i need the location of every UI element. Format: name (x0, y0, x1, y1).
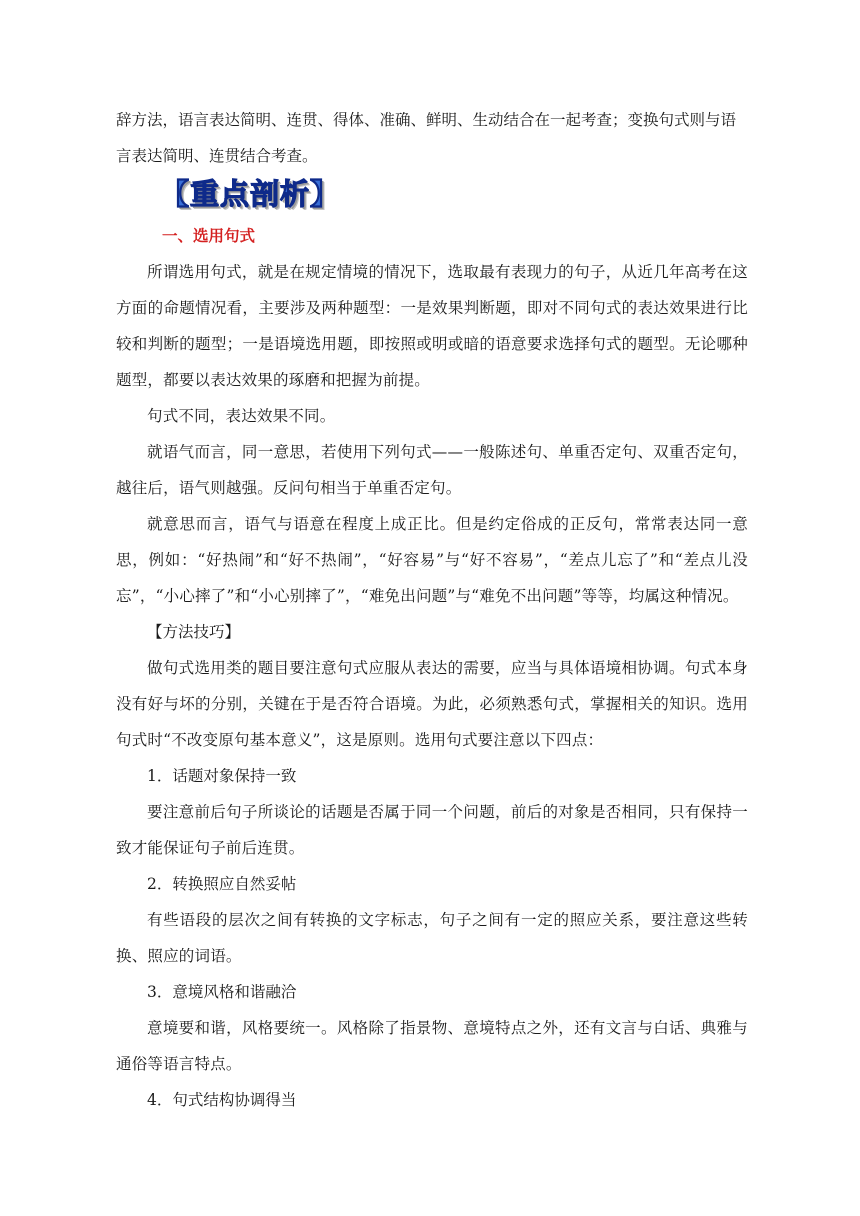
paragraph-method: 做句式选用类的题目要注意句式应服从表达的需要，应当与具体语境相协调。句式本身没有好与坏的分别，关键在于是否符合语境。为此，必须熟悉句式，掌握相关的知识。选用句式时“不改变原句基本意义”，这是原则。选用句式要注意以下四点： (116, 659, 748, 749)
intro-line-1: 辞方法，语言表达简明、连贯、得体、准确、鲜明、生动结合在一起考查；变换句式则与语 (116, 111, 737, 129)
point-1-title: 1．话题对象保持一致 (147, 767, 297, 785)
paragraph-effect: 句式不同，表达效果不同。 (147, 407, 336, 425)
section-heading-sentence-choice: 一、选用句式 (162, 227, 256, 245)
paragraph-tone: 就语气而言，同一意思，若使用下列句式——一般陈述句、单重否定句、双重否定句，越往后，语气则越强。反问句相当于单重否定句。 (116, 443, 748, 497)
paragraph-definition: 所谓选用句式，就是在规定情境的情况下，选取最有表现力的句子，从近几年高考在这方面的命题情况看，主要涉及两种题型：一是效果判断题，即对不同句式的表达效果进行比较和判断的题型；一是语境选用题，即按照或明或暗的语意要求选择句式的题型。无论哪种题型，都要以表达效果的琢磨和把握为前提。 (116, 263, 748, 389)
key-analysis-banner: 【重点剖析】 (160, 177, 341, 211)
paragraph-meaning: 就意思而言，语气与语意在程度上成正比。但是约定俗成的正反句，常常表达同一意思，例如：“好热闹”和“好不热闹”，“好容易”与“好不容易”，“差点儿忘了”和“差点儿没忘”，“小心摔了”和“小心别摔了”，“难免出问题”与“难免不出问题”等等，均属这种情况。 (116, 515, 748, 605)
point-3-body: 意境要和谐，风格要统一。风格除了指景物、意境特点之外，还有文言与白话、典雅与通俗等语言特点。 (116, 1019, 748, 1073)
point-4-title: 4．句式结构协调得当 (147, 1091, 297, 1109)
method-heading: 【方法技巧】 (147, 623, 241, 641)
point-1-body: 要注意前后句子所谈论的话题是否属于同一个问题，前后的对象是否相同，只有保持一致才能保证句子前后连贯。 (116, 803, 748, 857)
intro-line-2: 言表达简明、连贯结合考查。 (116, 147, 318, 165)
point-2-title: 2．转换照应自然妥帖 (147, 875, 297, 893)
point-3-title: 3．意境风格和谐融洽 (147, 983, 297, 1001)
point-2-body: 有些语段的层次之间有转换的文字标志，句子之间有一定的照应关系，要注意这些转换、照应的词语。 (116, 911, 748, 965)
